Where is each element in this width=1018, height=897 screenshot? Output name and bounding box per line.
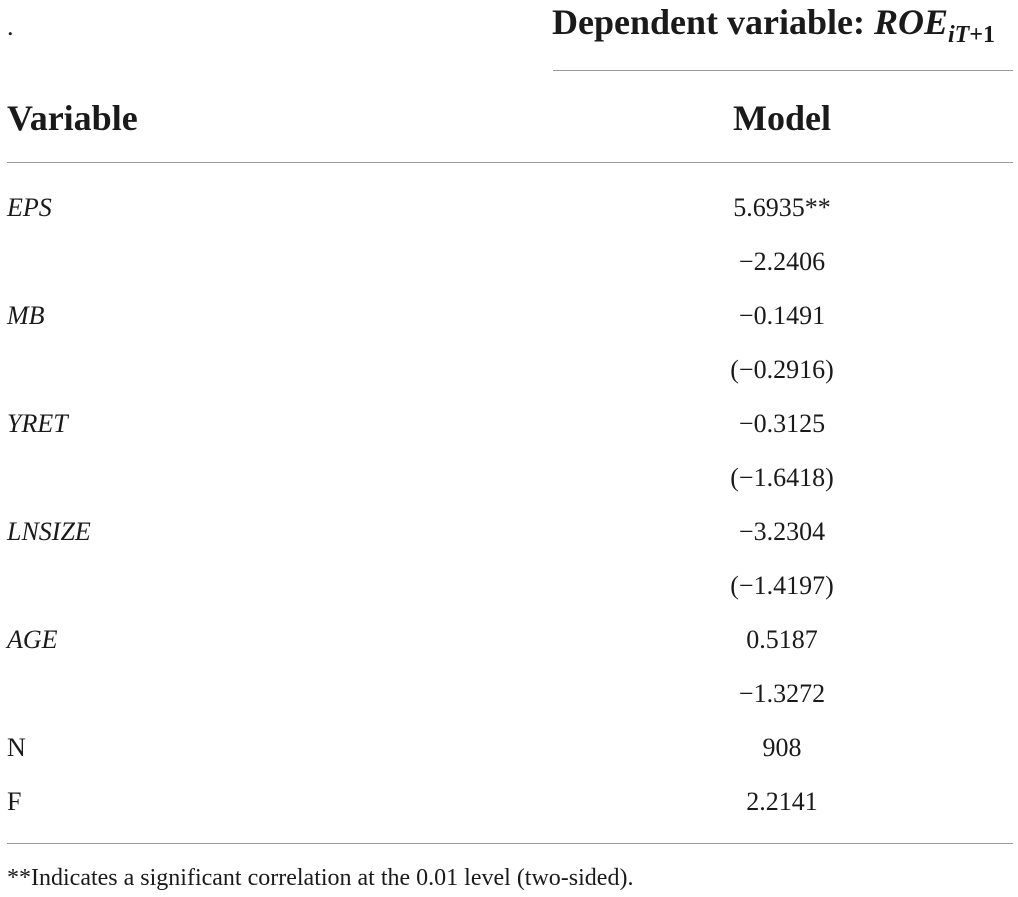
table-row: [0, 722, 1018, 776]
model-value-cell: (−0.2916): [730, 355, 834, 384]
table-row: [0, 452, 1018, 506]
variable-cell: F: [7, 787, 22, 816]
model-value-cell: 908: [762, 733, 802, 762]
variable-cell: EPS: [7, 193, 52, 222]
dependent-variable-symbol: ROE: [873, 2, 949, 42]
footer-rule: [7, 843, 1013, 844]
model-value-cell: (−1.4197): [730, 571, 834, 600]
variable-cell: AGE: [7, 625, 58, 654]
table-row: [0, 560, 1018, 614]
table-footnote: **Indicates a significant correlation at the 0.01 level (two-sided).: [7, 865, 634, 891]
column-header-variable: Variable: [7, 98, 138, 138]
table-row: [0, 236, 1018, 290]
table-row: [0, 668, 1018, 722]
table-row: [0, 506, 1018, 560]
variable-cell: LNSIZE: [7, 517, 91, 546]
model-value-cell: −2.2406: [738, 247, 826, 276]
corner-mark: .: [7, 12, 14, 41]
table-row: [0, 398, 1018, 452]
variable-cell: YRET: [7, 409, 68, 438]
model-value-cell: −0.3125: [738, 409, 826, 438]
column-header-model: Model: [733, 98, 831, 138]
model-value-cell: −0.1491: [738, 301, 826, 330]
table-row: [0, 344, 1018, 398]
header-rule: [7, 162, 1013, 163]
model-value-cell: 5.6935**: [733, 193, 831, 222]
dependent-header-rule: [553, 70, 1013, 71]
table-body: [0, 182, 1018, 830]
variable-cell: N: [7, 733, 26, 762]
table-row: [0, 776, 1018, 830]
table-row: [0, 290, 1018, 344]
dependent-variable-subscript-rest: +1: [969, 22, 996, 48]
dependent-variable-header: [552, 2, 996, 48]
variable-cell: MB: [7, 301, 45, 330]
model-value-cell: (−1.6418): [730, 463, 834, 492]
model-value-cell: 2.2141: [746, 787, 818, 816]
table-row: [0, 614, 1018, 668]
model-value-cell: −1.3272: [738, 679, 826, 708]
model-value-cell: −3.2304: [738, 517, 826, 546]
dependent-variable-prefix: Dependent variable:: [552, 2, 874, 42]
dependent-variable-subscript-italic: iT: [948, 22, 970, 48]
table-row: [0, 182, 1018, 236]
model-value-cell: 0.5187: [746, 625, 818, 654]
